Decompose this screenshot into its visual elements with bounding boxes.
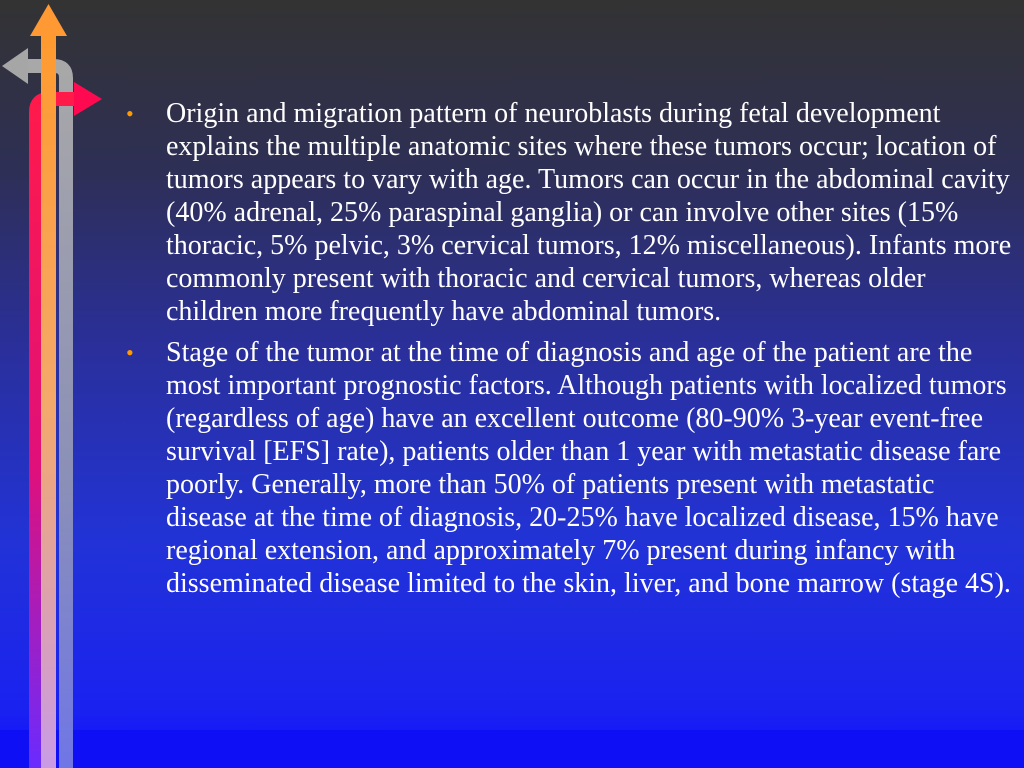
bullet-icon: • (126, 340, 134, 365)
bullet-list (122, 97, 1017, 600)
arrow-decoration (0, 0, 110, 768)
right-arrow-icon (74, 82, 102, 116)
slide-content (122, 97, 1017, 608)
left-arrow-icon (2, 48, 28, 84)
bullet-text: Stage of the tumor at the time of diagnosis and age of the patient are the most important prognostic factors. Although patients with localized tumors (regardless of age) have an excellent outcome (80-90% 3-year event-free survival [EFS] rate), patients older than 1 year with metastatic disease fare poorly. Generally, more than 50% of patients present with metastatic disease at the time of diagnosis, 20-25% have localized disease, 15% have regional extension, and approximately 7% present during infancy with disseminated disease limited to the skin, liver, and bone marrow (stage 4S). (166, 337, 1011, 599)
orange-pipe (41, 32, 56, 768)
bullet-icon: • (126, 101, 134, 126)
bottom-band (0, 730, 1024, 768)
up-arrow-icon (30, 4, 67, 36)
bullet-text: Origin and migration pattern of neuroblasts during fetal development explains the multiple anatomic sites where these tumors occur; location of tumors appears to vary with age. Tumors can occur in the abdominal cavity (40% adrenal, 25% paraspinal ganglia) or can involve other sites (15% thoracic, 5% pelvic, 3% cervical tumors, 12% miscellaneous). Infants more commonly present with thoracic and cervical tumors, whereas older children more frequently have abdominal tumors. (166, 98, 1012, 327)
bullet-item-stage (122, 336, 1017, 600)
bullet-item-origin (122, 97, 1017, 328)
